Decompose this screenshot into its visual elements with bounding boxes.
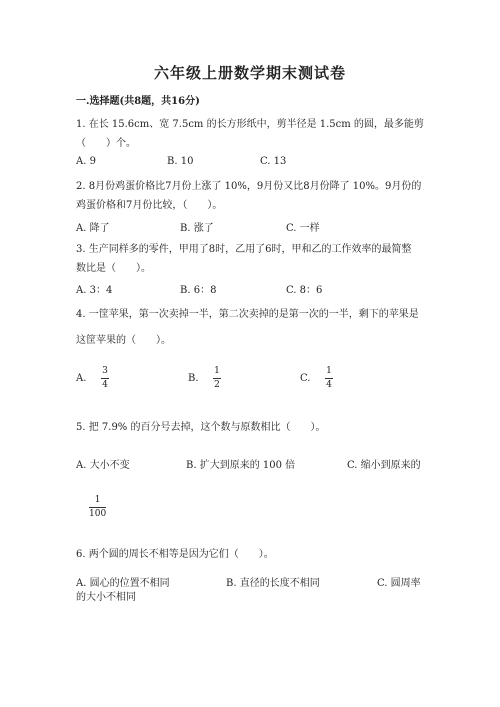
fraction-denominator: 4	[326, 380, 332, 390]
question-2-line-2: 鸡蛋价格和7月份比较，（ ）。	[76, 200, 223, 211]
question-4-option-a-label: A.	[76, 373, 87, 384]
question-4-line-2: 这筐苹果的（ ）。	[76, 335, 171, 346]
question-1	[76, 115, 431, 153]
fraction-numerator: 1	[94, 495, 101, 505]
question-5-option-c-fraction	[89, 495, 106, 520]
question-3-line-2: 数比是（ ）。	[76, 263, 151, 274]
question-3-line-1: 3. 生产同样多的零件，甲用了8时，乙用了6时，甲和乙的工作效率的最简整	[76, 244, 412, 255]
question-4-option-c-label: C.	[300, 373, 311, 384]
question-4	[76, 302, 431, 354]
fraction-numerator: 3	[102, 366, 108, 376]
question-4-option-a-fraction	[101, 366, 109, 391]
question-5-line-1: 5. 把 7.9% 的百分号去掉，这个数与原数相比（ ）。	[76, 422, 326, 433]
question-3-option-c: C. 8：6	[286, 285, 323, 296]
fraction-numerator: 1	[326, 366, 332, 376]
fraction-bar	[213, 378, 221, 379]
question-6	[76, 545, 431, 564]
question-6-option-c-continued: 的大小不相同	[76, 592, 136, 603]
question-1-option-a: A. 9	[76, 156, 96, 167]
fraction-denominator: 4	[102, 380, 108, 390]
question-5	[76, 418, 431, 437]
question-6-option-c: C. 圆周率	[377, 578, 421, 589]
question-4-option-b-fraction	[213, 366, 221, 391]
question-1-option-b: B. 10	[167, 156, 194, 167]
question-1-line-1: 1. 在长 15.6cm、宽 7.5cm 的长方形纸中，剪半径是 1.5cm 的圆，最多能剪	[76, 119, 424, 130]
question-5-option-c: C. 缩小到原来的	[347, 460, 421, 471]
question-5-option-b: B. 扩大到原来的 100 倍	[186, 460, 296, 471]
fraction-bar	[89, 507, 106, 508]
page-title: 六年级上册数学期末测试卷	[153, 64, 346, 82]
question-6-option-a: A. 圆心的位置不相同	[76, 578, 170, 589]
question-1-line-2: （ ）个。	[76, 138, 136, 149]
fraction-denominator: 2	[214, 380, 220, 390]
fraction-bar	[325, 378, 333, 379]
question-5-option-a: A. 大小不变	[76, 460, 130, 471]
fraction-denominator: 100	[89, 509, 107, 519]
question-4-option-c-fraction	[325, 366, 333, 391]
question-2	[76, 177, 431, 215]
question-3-option-a: A. 3：4	[76, 285, 113, 296]
question-3	[76, 240, 431, 278]
question-4-line-1: 4. 一筐苹果，第一次卖掉一半，第二次卖掉的是第一次的一半，剩下的苹果是	[76, 309, 419, 320]
section-heading: 一.选择题(共8题，共16分)	[76, 96, 200, 107]
question-4-option-b-label: B.	[188, 373, 199, 384]
question-2-option-c: C. 一样	[286, 223, 320, 234]
question-2-option-b: B. 涨了	[180, 223, 214, 234]
fraction-bar	[101, 378, 109, 379]
fraction-numerator: 1	[214, 366, 220, 376]
question-3-option-b: B. 6：8	[180, 285, 217, 296]
question-6-option-b: B. 直径的长度不相同	[226, 578, 320, 589]
question-2-option-a: A. 降了	[76, 223, 110, 234]
question-1-option-c: C. 13	[260, 156, 287, 167]
question-6-line-1: 6. 两个圆的周长不相等是因为它们（ ）。	[76, 549, 274, 560]
question-2-line-1: 2. 8月份鸡蛋价格比7月份上涨了 10%，9月份又比8月份降了 10%。9月份的	[76, 181, 422, 192]
